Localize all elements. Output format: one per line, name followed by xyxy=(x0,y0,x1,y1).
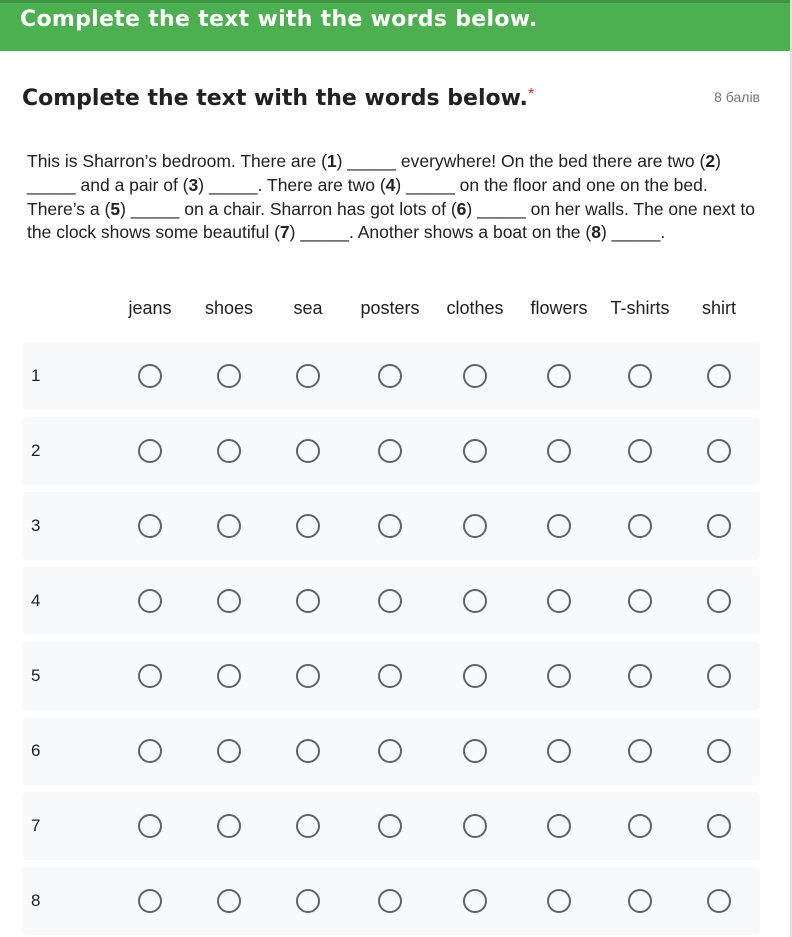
column-header-7: shirt xyxy=(701,298,737,318)
grid-row xyxy=(22,867,760,935)
question-title: Complete the text with the words below. xyxy=(22,86,528,111)
row-label: 2 xyxy=(31,441,41,460)
column-header-0: jeans xyxy=(128,298,172,318)
radio-button[interactable] xyxy=(463,739,487,763)
radio-button[interactable] xyxy=(138,664,162,688)
column-header-6: T-shirts xyxy=(610,298,670,318)
radio-button[interactable] xyxy=(138,814,162,838)
column-header-2: sea xyxy=(293,298,323,318)
radio-button[interactable] xyxy=(547,364,571,388)
column-header-5: flowers xyxy=(530,298,588,318)
row-label: 5 xyxy=(31,666,41,685)
grid-row xyxy=(22,567,760,635)
radio-button[interactable] xyxy=(707,439,731,463)
grid-row xyxy=(22,642,760,710)
radio-button[interactable] xyxy=(628,664,652,688)
radio-button[interactable] xyxy=(217,589,241,613)
radio-button[interactable] xyxy=(296,664,320,688)
radio-button[interactable] xyxy=(547,439,571,463)
radio-button[interactable] xyxy=(378,889,402,913)
radio-button[interactable] xyxy=(547,889,571,913)
radio-button[interactable] xyxy=(138,514,162,538)
grid-row xyxy=(22,492,760,560)
radio-button[interactable] xyxy=(463,364,487,388)
radio-button[interactable] xyxy=(628,889,652,913)
radio-button[interactable] xyxy=(463,889,487,913)
radio-button[interactable] xyxy=(628,814,652,838)
radio-button[interactable] xyxy=(628,514,652,538)
radio-button[interactable] xyxy=(463,589,487,613)
radio-button[interactable] xyxy=(378,664,402,688)
grid-row xyxy=(22,417,760,485)
radio-button[interactable] xyxy=(217,514,241,538)
row-label: 4 xyxy=(31,591,41,610)
radio-button[interactable] xyxy=(628,439,652,463)
column-header-3: posters xyxy=(360,298,420,318)
radio-button[interactable] xyxy=(217,364,241,388)
radio-button[interactable] xyxy=(463,514,487,538)
form-header-title: Complete the text with the words below. xyxy=(20,7,538,32)
radio-button[interactable] xyxy=(296,814,320,838)
radio-button[interactable] xyxy=(138,589,162,613)
radio-button[interactable] xyxy=(296,364,320,388)
radio-button[interactable] xyxy=(378,514,402,538)
radio-button[interactable] xyxy=(547,514,571,538)
radio-button[interactable] xyxy=(138,739,162,763)
form-header-banner xyxy=(0,0,790,51)
row-label: 6 xyxy=(31,741,41,760)
column-header-4: clothes xyxy=(446,298,504,318)
radio-button[interactable] xyxy=(217,439,241,463)
question-passage: This is Sharron’s bedroom. There are (1) _____ everywhere! On the bed there are two (2) _____ and a pair of (3) _____. There are two (4) _____ on the floor and one on the bed. There’s a (5) _____ on a chair. Sharron has got lots of (6) _____ on her walls. The one next to the clock shows some beautiful (7) _____. Another shows a boat on the (8) _____. xyxy=(27,151,756,243)
required-asterisk: * xyxy=(528,86,535,103)
radio-button[interactable] xyxy=(296,889,320,913)
radio-button[interactable] xyxy=(378,364,402,388)
radio-button[interactable] xyxy=(628,364,652,388)
radio-button[interactable] xyxy=(138,439,162,463)
radio-button[interactable] xyxy=(378,589,402,613)
radio-button[interactable] xyxy=(707,664,731,688)
radio-button[interactable] xyxy=(217,889,241,913)
radio-button[interactable] xyxy=(463,664,487,688)
row-label: 1 xyxy=(31,366,41,385)
row-label: 3 xyxy=(31,516,41,535)
radio-button[interactable] xyxy=(296,739,320,763)
radio-button[interactable] xyxy=(628,589,652,613)
column-header-1: shoes xyxy=(204,298,254,318)
radio-button[interactable] xyxy=(463,439,487,463)
row-label: 7 xyxy=(31,816,41,835)
radio-button[interactable] xyxy=(138,889,162,913)
radio-button[interactable] xyxy=(707,364,731,388)
radio-button[interactable] xyxy=(707,889,731,913)
radio-button[interactable] xyxy=(378,814,402,838)
radio-button[interactable] xyxy=(547,589,571,613)
radio-button[interactable] xyxy=(463,814,487,838)
question-points: 8 балів xyxy=(714,89,760,105)
radio-button[interactable] xyxy=(707,589,731,613)
radio-button[interactable] xyxy=(296,589,320,613)
radio-button[interactable] xyxy=(378,439,402,463)
radio-button[interactable] xyxy=(217,664,241,688)
row-label: 8 xyxy=(31,891,41,910)
grid-row xyxy=(22,342,760,410)
radio-button[interactable] xyxy=(296,514,320,538)
radio-button[interactable] xyxy=(296,439,320,463)
radio-button[interactable] xyxy=(547,664,571,688)
radio-button[interactable] xyxy=(217,814,241,838)
radio-button[interactable] xyxy=(707,514,731,538)
radio-button[interactable] xyxy=(707,814,731,838)
radio-button[interactable] xyxy=(547,814,571,838)
radio-button[interactable] xyxy=(217,739,241,763)
radio-button[interactable] xyxy=(547,739,571,763)
grid-row xyxy=(22,717,760,785)
radio-button[interactable] xyxy=(628,739,652,763)
grid-column-headers xyxy=(0,298,792,322)
radio-button[interactable] xyxy=(378,739,402,763)
radio-button[interactable] xyxy=(707,739,731,763)
grid-row xyxy=(22,792,760,860)
radio-button[interactable] xyxy=(138,364,162,388)
